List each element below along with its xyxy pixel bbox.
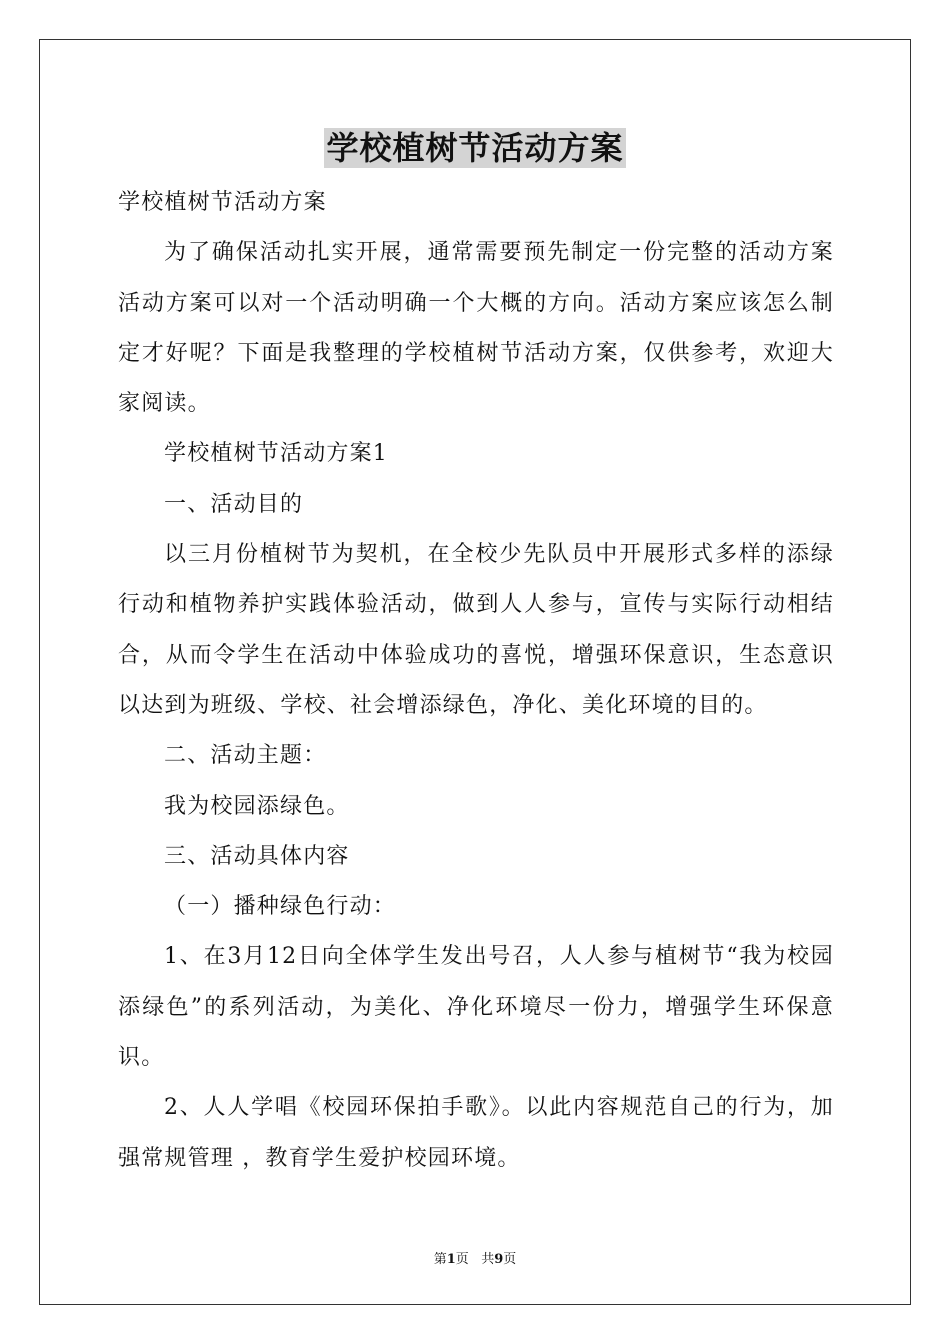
body-paragraph: 三、活动具体内容 [164,843,350,869]
footer-page-suffix: 页 [455,1252,469,1267]
body-paragraph: 2、人人学唱《校园环保拍手歌》。以此内容规范自己的行为，加强常规管理 ，教育学生爱护校园环境。 [118,1095,834,1171]
document-body [118,178,834,1184]
body-paragraph: 1、在3月12日向全体学生发出号召，人人参与植树节“我为校园添绿色”的系列活动，为美化、净化环境尽一份力，增强学生环保意识。 [118,944,834,1071]
page-footer [0,1248,950,1267]
body-paragraph: （一）播种绿色行动： [164,894,397,920]
title-container [0,128,950,168]
body-paragraph: 学校植树节活动方案1 [164,441,388,467]
body-paragraph: 以三月份植树节为契机，在全校少先队员中开展形式多样的添绿行动和植物养护实践体验活动，做到人人参与，宣传与实际行动相结合，从而令学生在活动中体验成功的喜悦，增强环保意识，生态意识以达到为班级、学校、社会增添绿色，净化、美化环境的目的。 [118,542,834,718]
document-title: 学校植树节活动方案 [326,129,624,167]
footer-total-pages: 9 [494,1252,504,1267]
body-paragraph: 二、活动主题： [164,743,327,769]
body-paragraph: 为了确保活动扎实开展，通常需要预先制定一份完整的活动方案活动方案可以对一个活动明确一个大概的方向。活动方案应该怎么制定才好呢？下面是我整理的学校植树节活动方案，仅供参考，欢迎大家阅读。 [118,240,834,417]
body-paragraph: 我为校园添绿色。 [164,793,350,819]
footer-page-prefix: 第 [433,1252,447,1267]
body-paragraph: 一、活动目的 [164,491,304,517]
footer-total-suffix: 页 [503,1252,517,1267]
footer-total-prefix: 共 [481,1252,495,1267]
footer-page-number: 1 [446,1252,456,1267]
body-paragraph: 学校植树节活动方案 [118,190,327,215]
